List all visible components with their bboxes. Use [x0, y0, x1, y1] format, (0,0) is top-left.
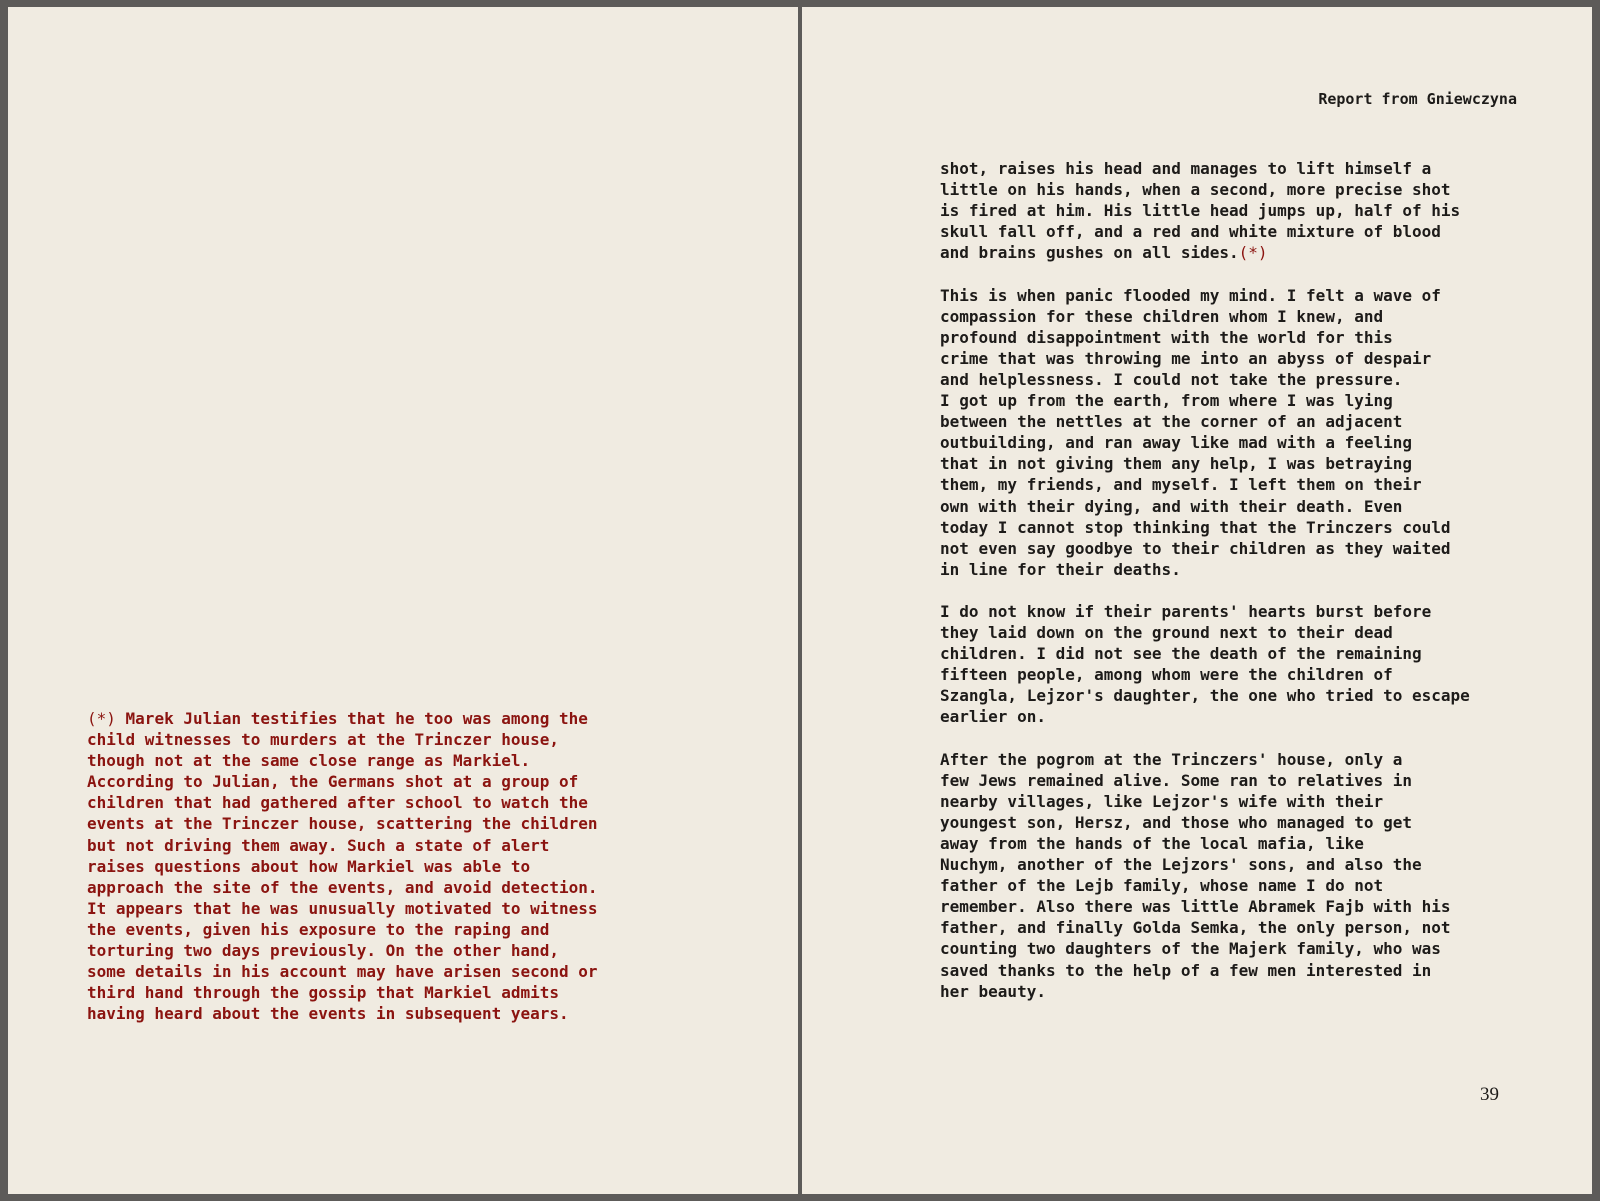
page-number: 39 [1480, 1084, 1499, 1105]
paragraph-1-text: shot, raises his head and manages to lift himself a little on his hands, when a second, more precise shot is fired at him. His little head jumps up, half of his skull fall off, and a red and white mixture of blood and brains gushes on all sides. [940, 159, 1461, 263]
right-page [802, 7, 1592, 1194]
footnote [87, 708, 687, 1024]
paragraph-4: After the pogrom at the Trinczers' house, only a few Jews remained alive. Some ran to relatives in nearby villages, like Lejzor's wife with their youngest son, Hersz, and those who managed to get away from the hands of the local mafia, like Nuchym, another of the Lejzors' sons, and also the father of the Lejb family, whose name I do not remember. Also there was little Abramek Fajb with his father, and finally Golda Semka, the only person, not counting two daughters of the Majerk family, who was saved thanks to the help of a few men interested in her beauty. [940, 749, 1451, 1001]
body-text [940, 158, 1540, 1002]
running-header: Report from Gniewczyna [1318, 90, 1517, 108]
footnote-marker: (*) [87, 709, 116, 728]
paragraph-2: This is when panic flooded my mind. I felt a wave of compassion for these children whom I knew, and profound disappointment with the world for this crime that was throwing me into an abyss of despair and helplessness. I could not take the pressure. I got up from the earth, from where I was lying between the nettles at the corner of an adjacent outbuilding, and ran away like mad with a feeling that in not giving them any help, I was betraying them, my friends, and myself. I left them on their own with their dying, and with their death. Even today I cannot stop thinking that the Trinczers could not even say goodbye to their children as they waited in line for their deaths. [940, 285, 1451, 579]
paragraph-3: I do not know if their parents' hearts burst before they laid down on the ground next to their dead children. I did not see the death of the remaining fifteen people, among whom were the children of Szangla, Lejzor's daughter, the one who tried to escape earlier on. [940, 601, 1470, 727]
paragraph-1 [940, 158, 1540, 263]
footnote-text: Marek Julian testifies that he too was among the child witnesses to murders at the Trinczer house, though not at the same close range as Markiel. According to Julian, the Germans shot at a group of children that had gathered after school to watch the events at the Trinczer house, scattering the children but not driving them away. Such a state of alert raises questions about how Markiel was able to approach the site of the events, and avoid detection. It appears that he was unusually motivated to witness the events, given his exposure to the raping and torturing two days previously. On the other hand, some details in his account may have arisen second or third hand through the gossip that Markiel admits having heard about the events in subsequent years. [87, 709, 598, 1024]
footnote-reference[interactable]: (*) [1238, 243, 1268, 263]
left-page [8, 7, 798, 1194]
